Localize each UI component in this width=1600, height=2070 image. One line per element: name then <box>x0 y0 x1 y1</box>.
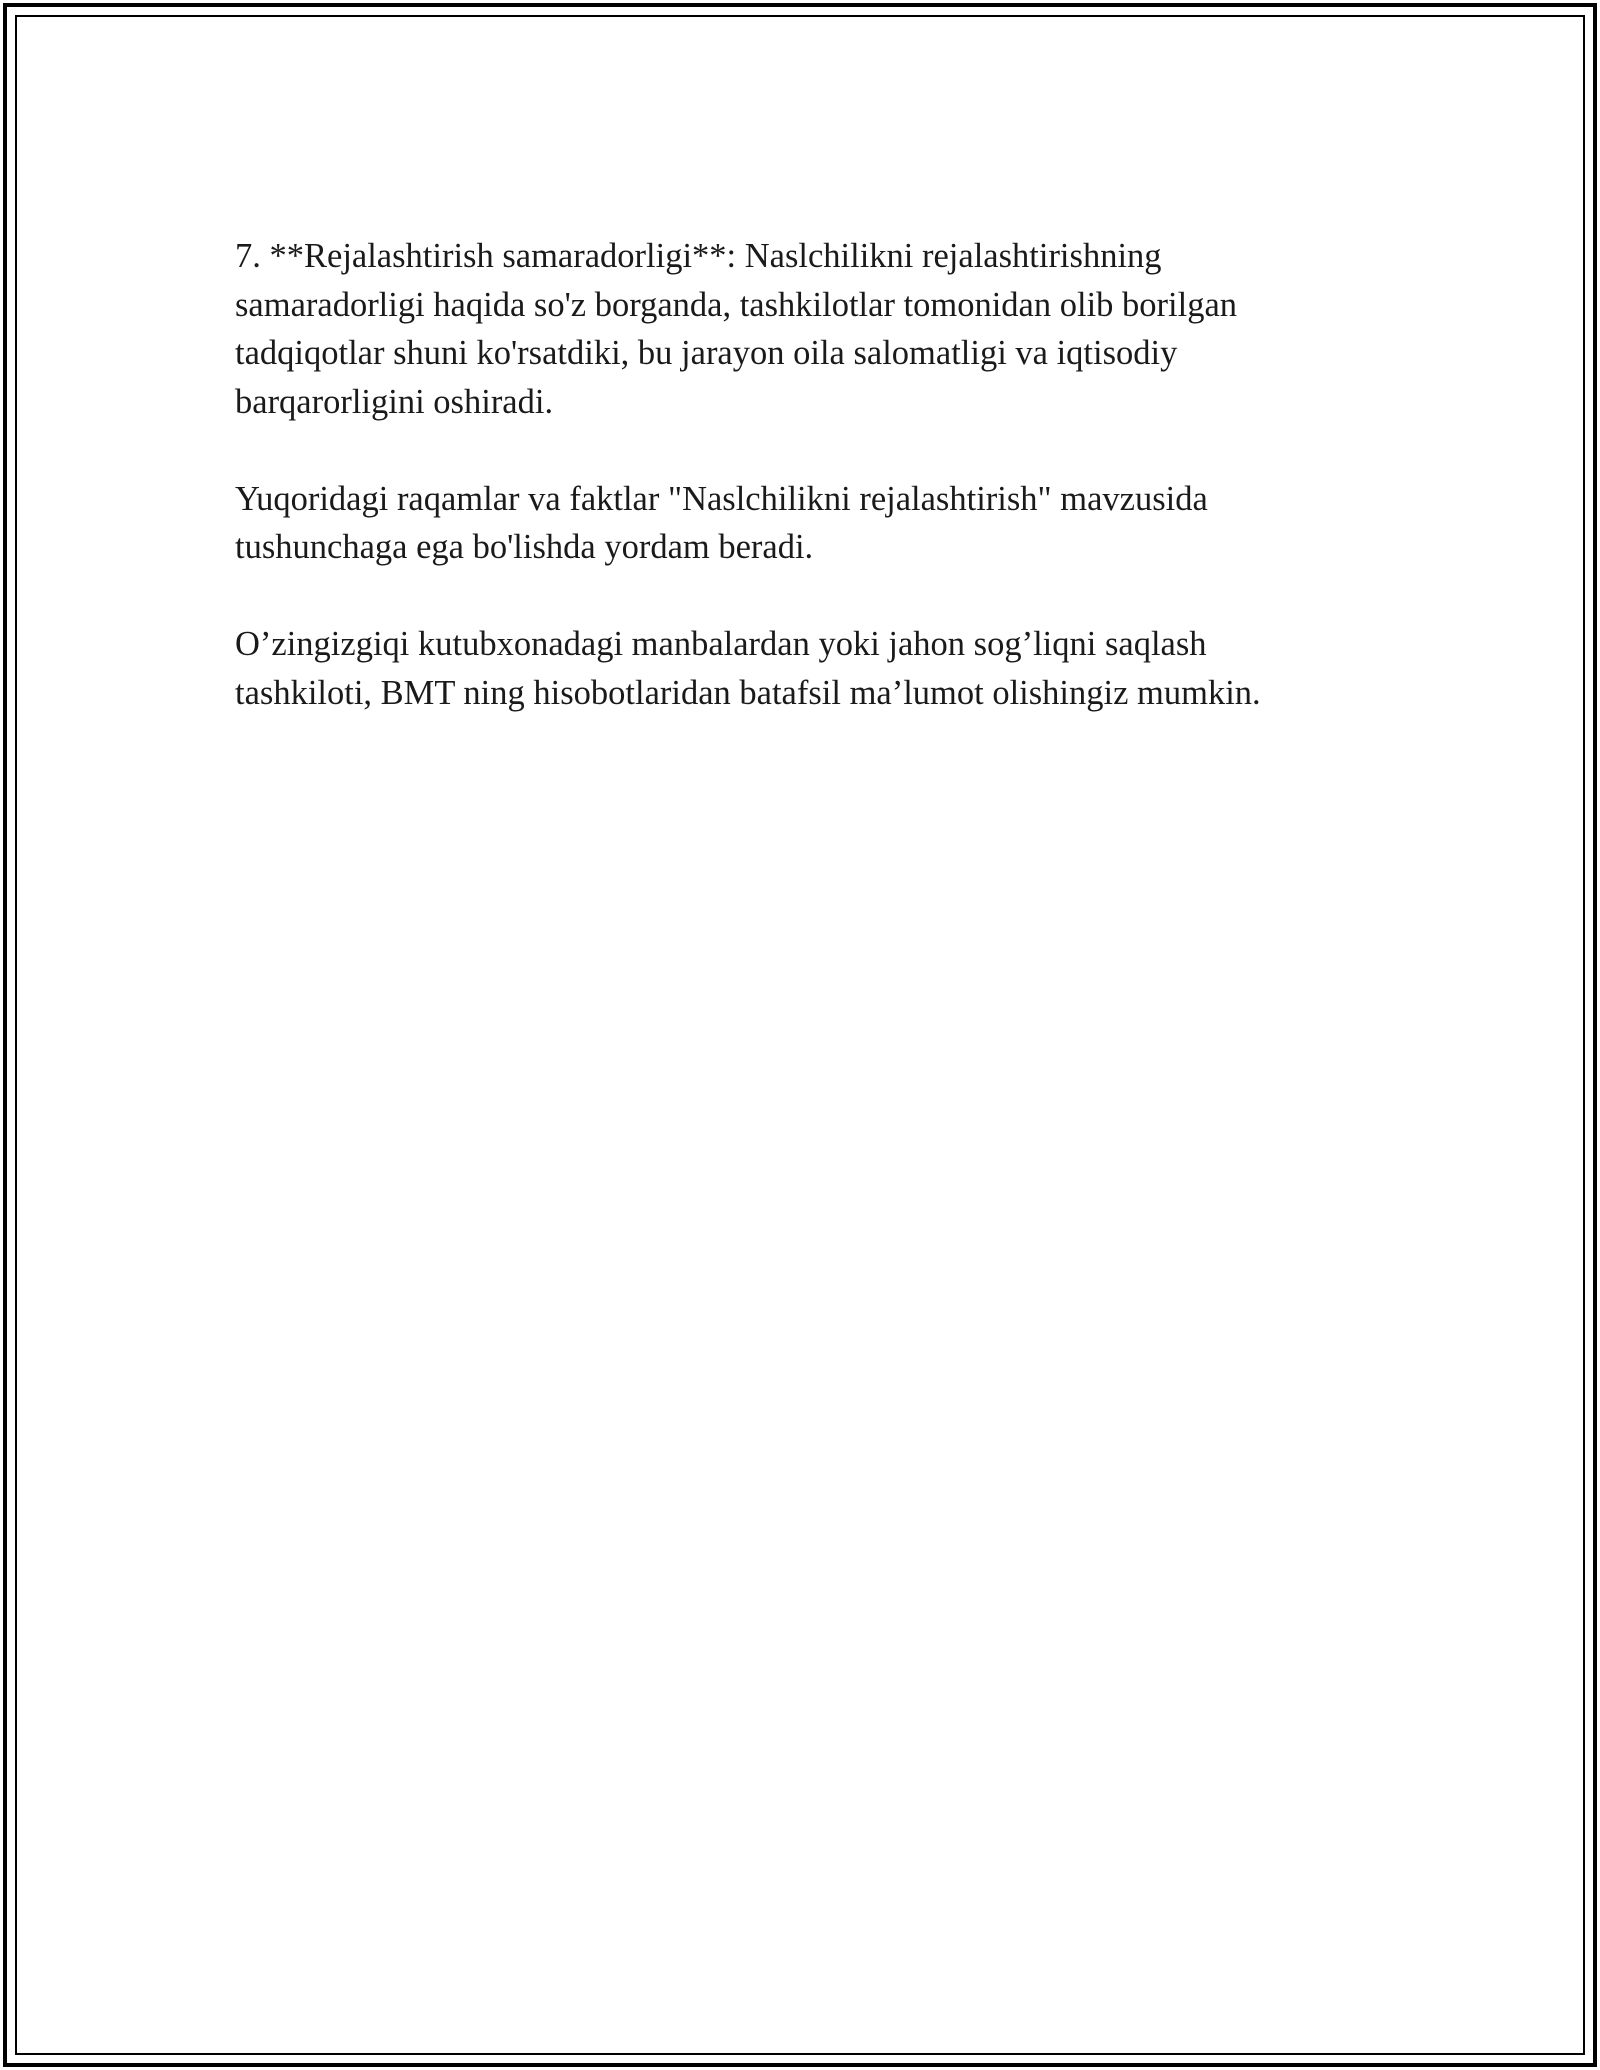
text-line: tushunchaga ega bo'lishda yordam beradi. <box>235 528 814 566</box>
text-line: tashkiloti, BMT ning hisobotlaridan batafsil ma’lumot olishingiz mumkin. <box>235 673 1261 712</box>
text-line: samaradorligi haqida so'z borganda, tashkilotlar tomonidan olib borilgan <box>235 285 1238 324</box>
text-line: barqarorligini oshiradi. <box>235 382 554 421</box>
paragraph-planning-efficiency <box>235 232 1395 426</box>
text-line: O’zingizgiqi kutubxonadagi manbalardan yoki jahon sog’liqni saqlash <box>235 625 1207 663</box>
text-line: tadqiqotlar shuni ko'rsatdiki, bu jarayon oila salomatligi va iqtisodiy <box>235 334 1178 372</box>
text-line: 7. **Rejalashtirish samaradorligi**: Naslchilikni rejalashtirishning <box>235 237 1162 275</box>
paragraph-sources <box>235 620 1395 717</box>
paragraph-summary <box>235 475 1395 572</box>
text-line: Yuqoridagi raqamlar va faktlar "Naslchilikni rejalashtirish" mavzusida <box>235 479 1208 518</box>
document-body <box>235 232 1395 766</box>
